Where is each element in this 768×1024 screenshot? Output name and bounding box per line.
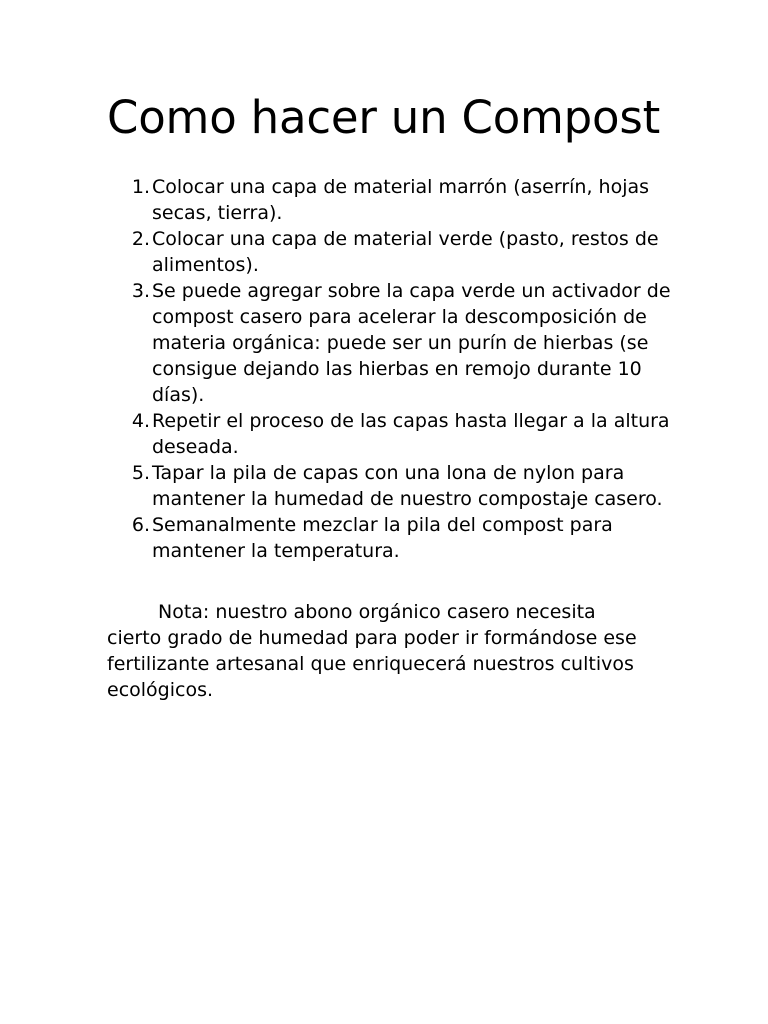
list-item (131, 278, 672, 408)
step-text: Colocar una capa de material verde (pasto, restos de alimentos). (152, 228, 659, 276)
step-number: 2. (131, 228, 150, 250)
step-text: Se puede agregar sobre la capa verde un activador de compost casero para acelerar la descomposición de materia orgánica: puede ser un purín de hierbas (se consigue dejando las hierbas en remojo durante 10 días). (152, 280, 671, 406)
step-number: 3. (131, 280, 150, 302)
step-text: Semanalmente mezclar la pila del compost para mantener la temperatura. (152, 514, 613, 562)
list-item (131, 408, 672, 460)
step-number: 4. (131, 410, 150, 432)
list-item (131, 226, 672, 278)
list-item (131, 460, 672, 512)
list-item (131, 174, 672, 226)
page-title: Como hacer un Compost (107, 91, 661, 144)
steps-list (131, 174, 672, 564)
step-text: Tapar la pila de capas con una lona de nylon para mantener la humedad de nuestro compostaje casero. (152, 462, 663, 510)
step-number: 5. (131, 462, 150, 484)
step-number: 6. (131, 514, 150, 536)
note-paragraph: Nota: nuestro abono orgánico casero necesita cierto grado de humedad para poder ir formándose ese fertilizante artesanal que enriquecerá nuestros cultivos ecológicos. (107, 601, 637, 701)
step-number: 1. (131, 176, 150, 198)
list-item (131, 512, 672, 564)
step-text: Repetir el proceso de las capas hasta llegar a la altura deseada. (152, 410, 670, 458)
step-text: Colocar una capa de material marrón (aserrín, hojas secas, tierra). (152, 176, 650, 224)
